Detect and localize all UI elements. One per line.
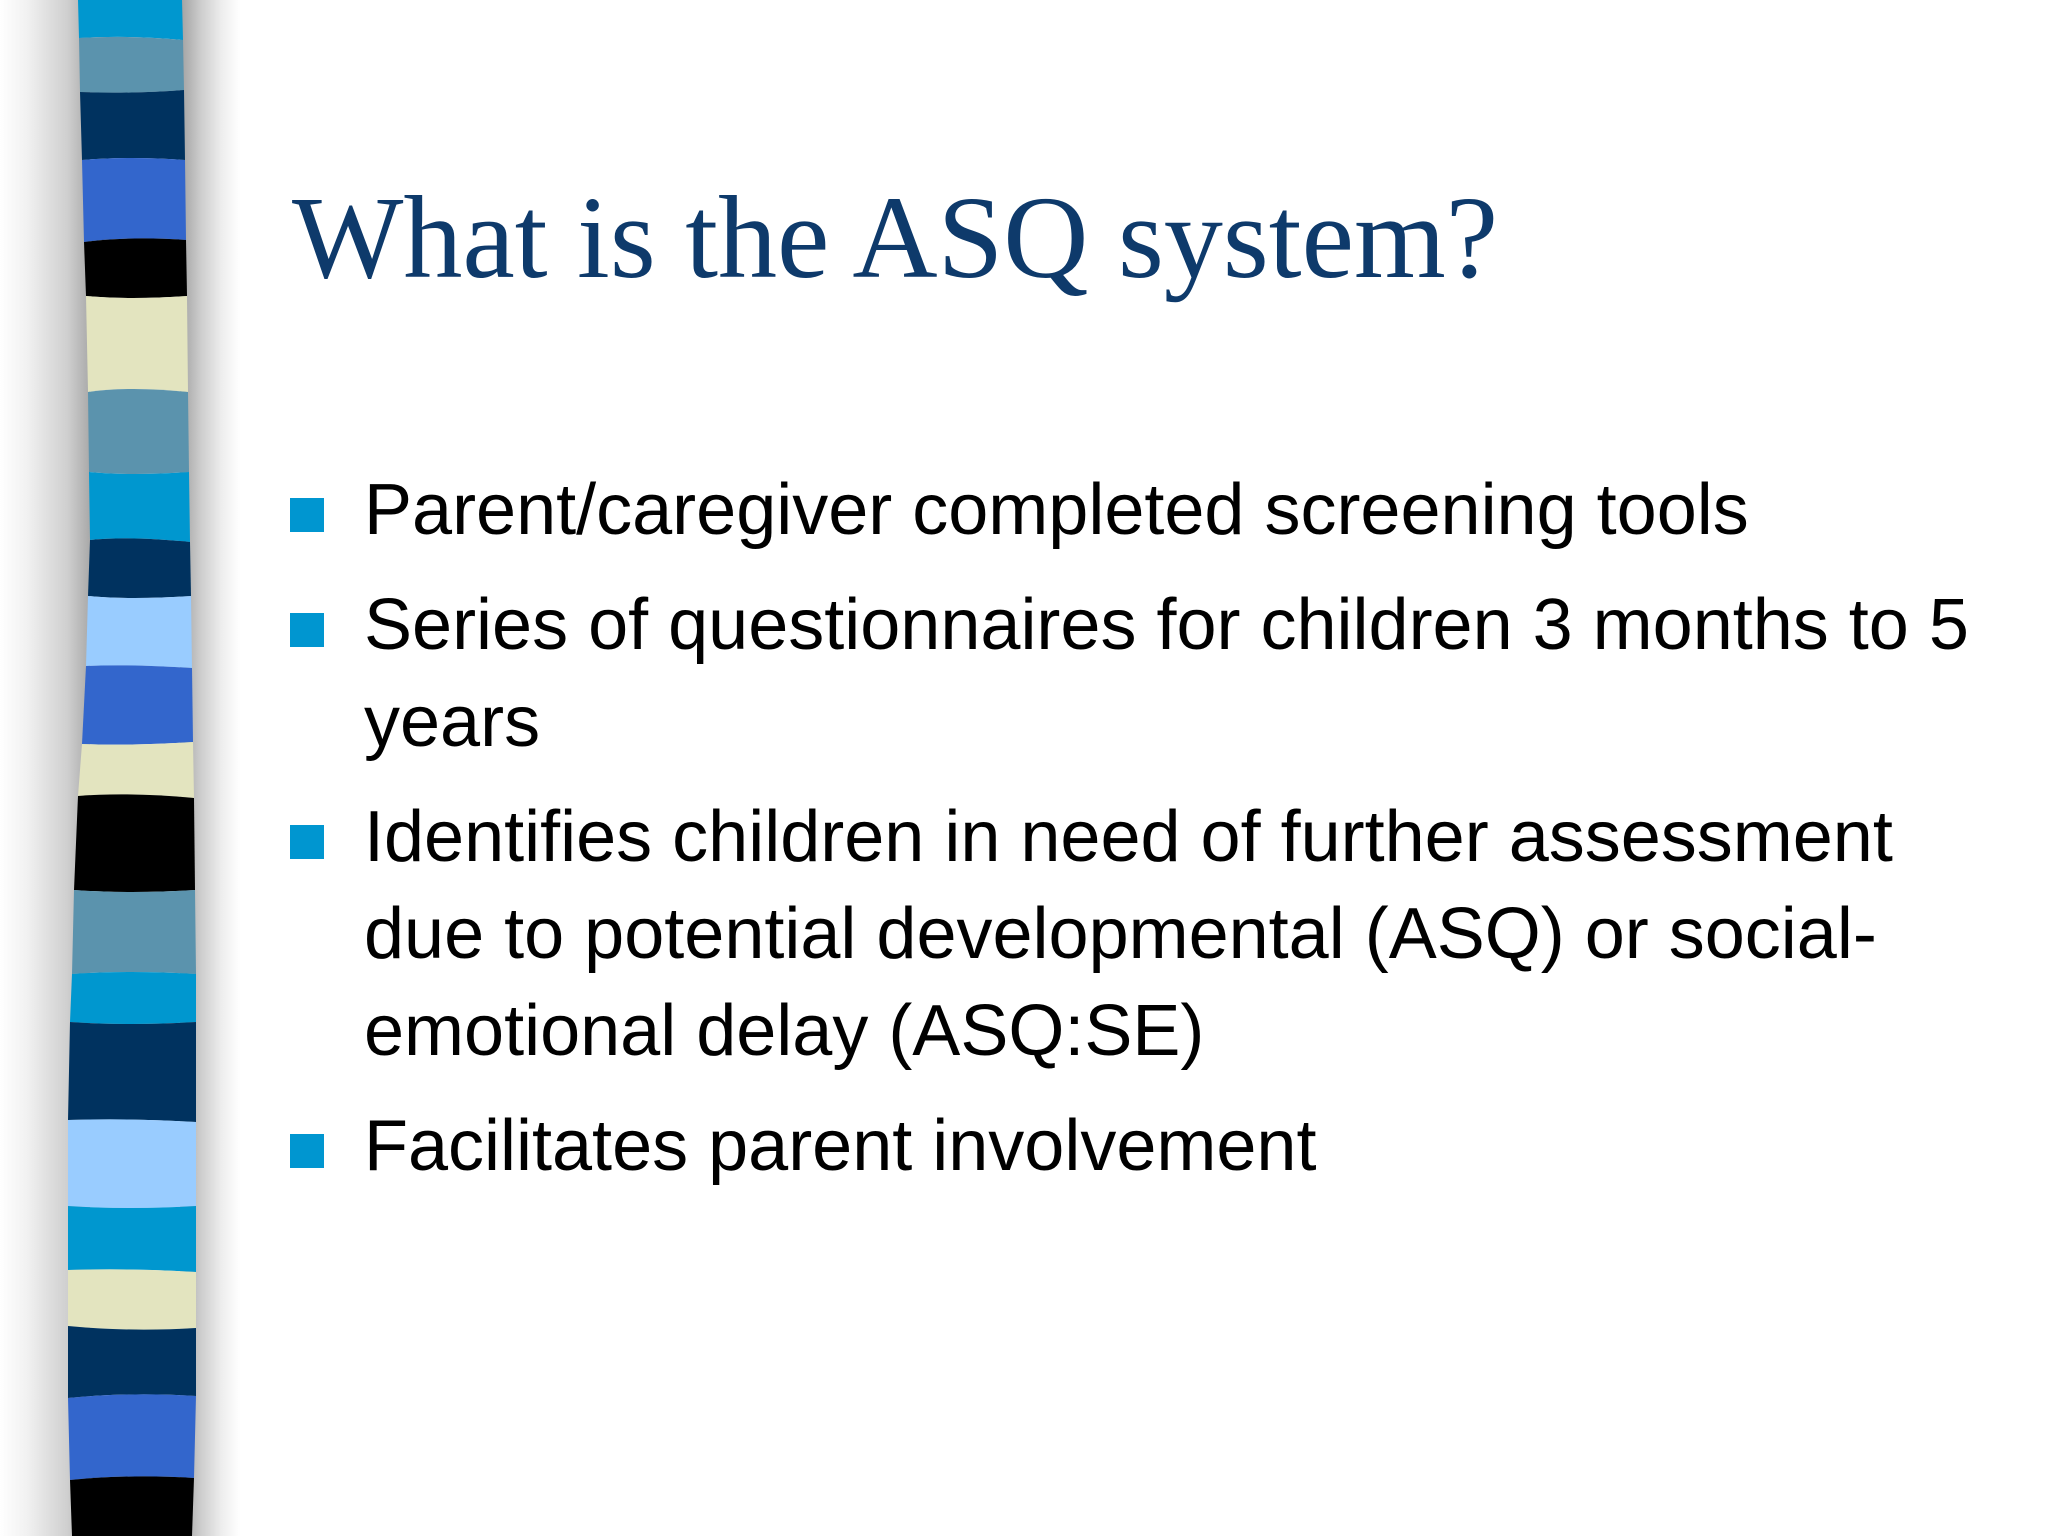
stripe-band — [86, 296, 188, 392]
stripe-band — [78, 0, 183, 40]
slide-title: What is the ASQ system? — [292, 172, 1499, 303]
square-bullet-icon — [290, 613, 324, 647]
stripe-band — [88, 389, 189, 474]
stripe-band — [68, 1269, 196, 1329]
bullet-text: Facilitates parent involvement — [364, 1106, 1317, 1186]
stripe-band — [84, 238, 187, 298]
bullet-item — [290, 462, 1990, 559]
square-bullet-icon — [290, 825, 324, 859]
stripe-band — [72, 890, 196, 974]
stripe-band — [74, 794, 195, 892]
stripe-band — [70, 1476, 194, 1536]
bullet-item — [290, 1098, 1990, 1195]
stripe-band — [86, 596, 192, 668]
bullet-list — [290, 462, 1990, 1213]
stripe-band — [68, 1206, 196, 1272]
stripe-band — [80, 90, 185, 160]
bullet-text: Series of questionnaires for children 3 months to 5 years — [364, 585, 1969, 762]
stripe-band — [79, 37, 184, 93]
stripe-band — [68, 1119, 196, 1208]
stripe-band — [89, 472, 190, 542]
square-bullet-icon — [290, 498, 324, 532]
bullet-item — [290, 789, 1990, 1080]
bullet-item — [290, 577, 1990, 771]
square-bullet-icon — [290, 1134, 324, 1168]
stripe-band — [70, 972, 196, 1024]
stripe-band — [68, 1326, 196, 1398]
stripe-band — [82, 665, 193, 744]
bullet-text: Identifies children in need of further assessment due to potential developmental (ASQ) or social-emotional delay (ASQ:SE) — [364, 797, 1893, 1071]
stripe-band — [88, 538, 191, 598]
stripe-band — [68, 1022, 196, 1122]
bullet-text: Parent/caregiver completed screening tools — [364, 470, 1749, 550]
stripe-band — [68, 1394, 196, 1480]
stripe-band — [82, 158, 186, 242]
stripe-band — [78, 742, 194, 798]
